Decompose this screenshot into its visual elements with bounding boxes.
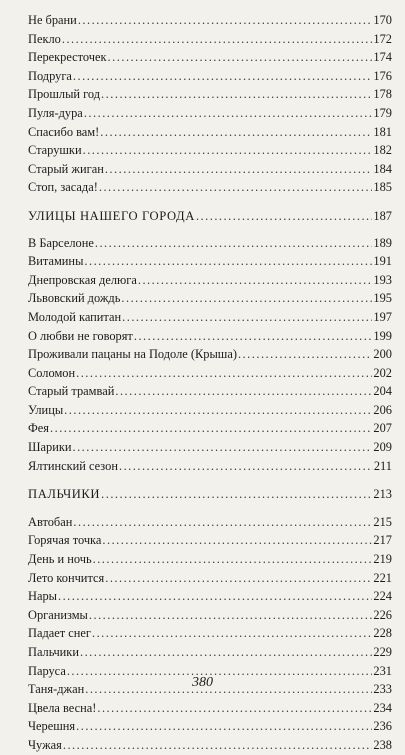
toc-entry: [28, 587, 392, 606]
entry-page: 199: [373, 328, 392, 343]
toc-entry: [28, 178, 392, 197]
toc-entry: [28, 104, 392, 123]
toc-entry: [28, 123, 392, 142]
toc-entry: [28, 569, 392, 588]
entry-page: 224: [373, 589, 392, 604]
entry-page: 236: [373, 719, 392, 734]
toc-entry: [28, 643, 392, 662]
entry-page: 182: [373, 143, 392, 158]
dot-leader: [119, 457, 373, 476]
entry-page: 179: [373, 105, 392, 120]
entry-title: Черешня: [28, 719, 76, 734]
entry-page: 229: [373, 645, 392, 659]
dot-leader: [105, 160, 373, 179]
toc-group: [28, 485, 392, 754]
entry-title: Проживали пацаны на Подоле (Крыша): [28, 347, 237, 362]
entry-page: 228: [373, 626, 392, 641]
entry-title: День и ночь: [28, 552, 92, 567]
entry-title: Горячая точка: [28, 533, 102, 548]
dot-leader: [100, 123, 372, 142]
entry-page: 217: [373, 533, 392, 548]
toc-section-heading: [28, 485, 392, 504]
entry-page: 189: [373, 235, 392, 250]
dot-leader: [64, 401, 372, 420]
entry-page: 197: [373, 309, 392, 324]
dot-leader: [101, 485, 372, 504]
dot-leader: [196, 207, 372, 226]
toc-entry: [28, 308, 392, 327]
toc-section-heading: [28, 207, 392, 226]
entry-title: Ялтинский сезон: [28, 458, 118, 473]
entry-title: Цвела весна!: [28, 700, 97, 715]
entry-title: Старый жиган: [28, 161, 104, 176]
toc-entry: [28, 327, 392, 346]
entry-title: Стоп, засада!: [28, 180, 98, 195]
dot-leader: [83, 141, 373, 160]
entry-title: Львовский дождь: [28, 291, 121, 306]
dot-leader: [50, 419, 372, 438]
entry-title: Нары: [28, 589, 57, 604]
entry-title: Пальчики: [28, 645, 79, 659]
spacer: [28, 197, 392, 207]
toc-entry: [28, 289, 392, 308]
dot-leader: [89, 606, 373, 625]
entry-title: Организмы: [28, 607, 88, 622]
toc-entry: [28, 531, 392, 550]
entry-page: 174: [373, 50, 392, 65]
dot-leader: [97, 699, 372, 718]
entry-page: 193: [373, 272, 392, 287]
table-of-contents: [28, 11, 392, 755]
entry-title: Падает снег: [28, 626, 91, 641]
dot-leader: [62, 30, 373, 49]
dot-leader: [58, 587, 372, 606]
toc-entry: [28, 85, 392, 104]
toc-entry: [28, 67, 392, 86]
dot-leader: [121, 289, 372, 308]
dot-leader: [93, 550, 373, 569]
entry-page: 178: [373, 87, 392, 102]
entry-page: 202: [373, 365, 392, 380]
entry-page: 206: [373, 402, 392, 417]
entry-title: Соломон: [28, 365, 76, 380]
entry-title: Улицы: [28, 402, 64, 417]
spacer: [28, 504, 392, 513]
dot-leader: [80, 643, 372, 662]
toc-entry: [28, 160, 392, 179]
entry-page: 172: [373, 31, 392, 46]
entry-title: Паруса: [28, 663, 66, 678]
toc-entry: [28, 141, 392, 160]
dot-leader: [134, 327, 373, 346]
entry-page: 176: [373, 68, 392, 83]
toc-entry: [28, 606, 392, 625]
dot-leader: [102, 531, 372, 550]
dot-leader: [99, 178, 373, 197]
entry-title: Чужая: [28, 737, 62, 752]
toc-entry: [28, 382, 392, 401]
toc-entry: [28, 419, 392, 438]
entry-page: 233: [373, 682, 392, 697]
toc-entry: [28, 401, 392, 420]
entry-page: 226: [373, 607, 392, 622]
dot-leader: [92, 624, 372, 643]
entry-page: 215: [373, 514, 392, 529]
dot-leader: [101, 85, 372, 104]
section-page: 187: [373, 208, 392, 223]
spacer: [28, 226, 392, 234]
dot-leader: [105, 569, 372, 588]
entry-title: Старушки: [28, 143, 82, 158]
entry-page: 185: [373, 180, 392, 195]
toc-entry: [28, 30, 392, 49]
entry-page: 184: [373, 161, 392, 176]
dot-leader: [73, 67, 373, 86]
spacer: [28, 475, 392, 485]
entry-page: 219: [373, 552, 392, 567]
entry-page: 238: [373, 737, 392, 752]
toc-entry: [28, 736, 392, 755]
entry-title: Перекресточек: [28, 50, 107, 65]
entry-title: Спасибо вам!: [28, 124, 100, 139]
entry-page: 221: [373, 570, 392, 585]
toc-entry: [28, 234, 392, 253]
entry-page: 207: [373, 421, 392, 436]
toc-entry: [28, 345, 392, 364]
dot-leader: [76, 717, 372, 736]
entry-title: Днепровская делюга: [28, 272, 137, 287]
dot-leader: [238, 345, 372, 364]
page-number: 380: [192, 675, 213, 690]
entry-title: Пуля-дура: [28, 105, 83, 120]
dot-leader: [115, 382, 372, 401]
toc-entry: [28, 624, 392, 643]
toc-entry: [28, 513, 392, 532]
section-page: 213: [373, 487, 392, 502]
toc-entry: [28, 48, 392, 67]
entry-title: Молодой капитан: [28, 309, 122, 324]
entry-page: 195: [373, 291, 392, 306]
entry-title: Фея: [28, 421, 49, 436]
entry-title: Пекло: [28, 31, 61, 46]
entry-title: Таня-джан: [28, 682, 85, 697]
dot-leader: [63, 736, 373, 755]
dot-leader: [122, 308, 372, 327]
entry-title: Лето кончится: [28, 570, 105, 585]
dot-leader: [76, 364, 372, 383]
toc-entry: [28, 271, 392, 290]
dot-leader: [73, 513, 372, 532]
toc-entry: [28, 550, 392, 569]
toc-group: [28, 207, 392, 475]
entry-page: 211: [373, 458, 392, 473]
entry-title: Не брани: [28, 13, 77, 27]
section-title: ПАЛЬЧИКИ: [28, 487, 101, 502]
entry-page: 191: [373, 254, 392, 269]
entry-page: 231: [373, 663, 392, 678]
dot-leader: [72, 438, 372, 457]
entry-page: 170: [373, 13, 392, 27]
toc-entry: [28, 457, 392, 476]
entry-page: 204: [373, 384, 392, 399]
entry-title: Витамины: [28, 254, 84, 269]
entry-title: В Барселоне: [28, 235, 94, 250]
entry-title: Шарики: [28, 440, 72, 455]
dot-leader: [84, 104, 373, 123]
toc-entry: [28, 717, 392, 736]
toc-entry: [28, 11, 392, 30]
entry-title: Автобан: [28, 514, 73, 529]
entry-title: Подруга: [28, 68, 72, 83]
toc-entry: [28, 252, 392, 271]
entry-page: 209: [373, 440, 392, 455]
entry-page: 234: [373, 700, 392, 715]
entry-title: Прошлый год: [28, 87, 101, 102]
toc-entry: [28, 438, 392, 457]
toc-entry: [28, 699, 392, 718]
dot-leader: [95, 234, 373, 253]
dot-leader: [138, 271, 373, 290]
entry-title: Старый трамвай: [28, 384, 115, 399]
entry-title: О любви не говорят: [28, 328, 133, 343]
entry-page: 200: [373, 347, 392, 362]
dot-leader: [78, 11, 373, 30]
section-title: УЛИЦЫ НАШЕГО ГОРОДА: [28, 208, 195, 223]
dot-leader: [108, 48, 373, 67]
entry-page: 181: [373, 124, 392, 139]
dot-leader: [84, 252, 372, 271]
toc-entry: [28, 364, 392, 383]
toc-group: [28, 11, 392, 197]
